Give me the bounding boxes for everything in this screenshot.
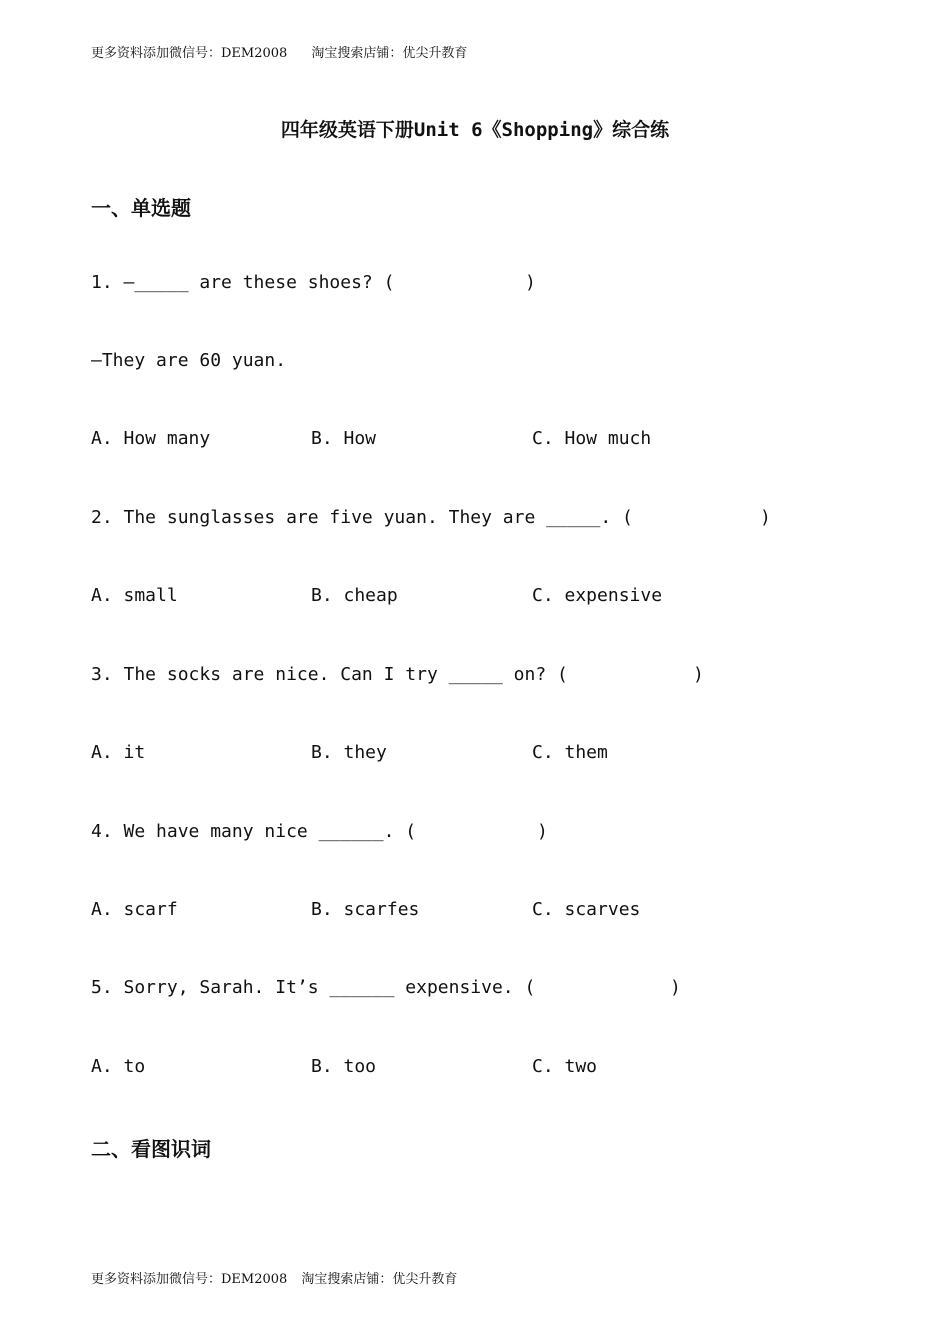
question-1-option-a: A. How many (91, 428, 211, 449)
question-3-option-b: B. they (311, 742, 387, 763)
question-2-option-b: B. cheap (311, 585, 398, 606)
question-5-stem: 5. Sorry, Sarah. It’s ______ expensive. ( (91, 977, 536, 998)
header-shop-text: 淘宝搜索店铺：优尖升教育 (311, 46, 468, 61)
question-2-stem: 2. The sunglasses are five yuan. They are _____. ( (91, 507, 633, 528)
question-5-option-b: B. too (311, 1056, 377, 1077)
footer-wechat-text: 更多资料添加微信号：DEM2008 (91, 1272, 288, 1287)
question-1-option-c: C. How much (532, 428, 652, 449)
question-4-option-a: A. scarf (91, 899, 178, 920)
question-5-option-a: A. to (91, 1056, 146, 1077)
header-wechat-text: 更多资料添加微信号：DEM2008 (91, 46, 288, 61)
question-3-option-a: A. it (91, 742, 146, 763)
question-3-stem: 3. The socks are nice. Can I try _____ on? ( (91, 664, 568, 685)
question-2-option-a: A. small (91, 585, 178, 606)
question-3-option-c: C. them (532, 742, 608, 763)
question-4-option-c: C. scarves (532, 899, 641, 920)
question-1-close-paren: ) (525, 272, 536, 293)
question-2-close-paren: ) (760, 507, 771, 528)
question-4-close-paren: ) (537, 821, 548, 842)
footer-shop-text: 淘宝搜索店铺：优尖升教育 (301, 1272, 458, 1287)
question-5-close-paren: ) (670, 977, 681, 998)
question-5-option-c: C. two (532, 1056, 598, 1077)
question-4-option-b: B. scarfes (311, 899, 420, 920)
page-header (91, 42, 467, 61)
document-title: 四年级英语下册Unit 6《Shopping》综合练 (280, 119, 670, 141)
question-3-close-paren: ) (693, 664, 704, 685)
section-heading-picture-words: 二、看图识词 (91, 1137, 211, 1161)
question-2-option-c: C. expensive (532, 585, 663, 606)
question-4-stem: 4. We have many nice ______. ( (91, 821, 417, 842)
page-footer (91, 1268, 457, 1287)
question-1-answer-line: —They are 60 yuan. (91, 350, 287, 371)
question-1-option-b: B. How (311, 428, 377, 449)
question-1-stem: 1. —_____ are these shoes? ( (91, 272, 395, 293)
section-heading-single-choice: 一、单选题 (91, 196, 191, 220)
